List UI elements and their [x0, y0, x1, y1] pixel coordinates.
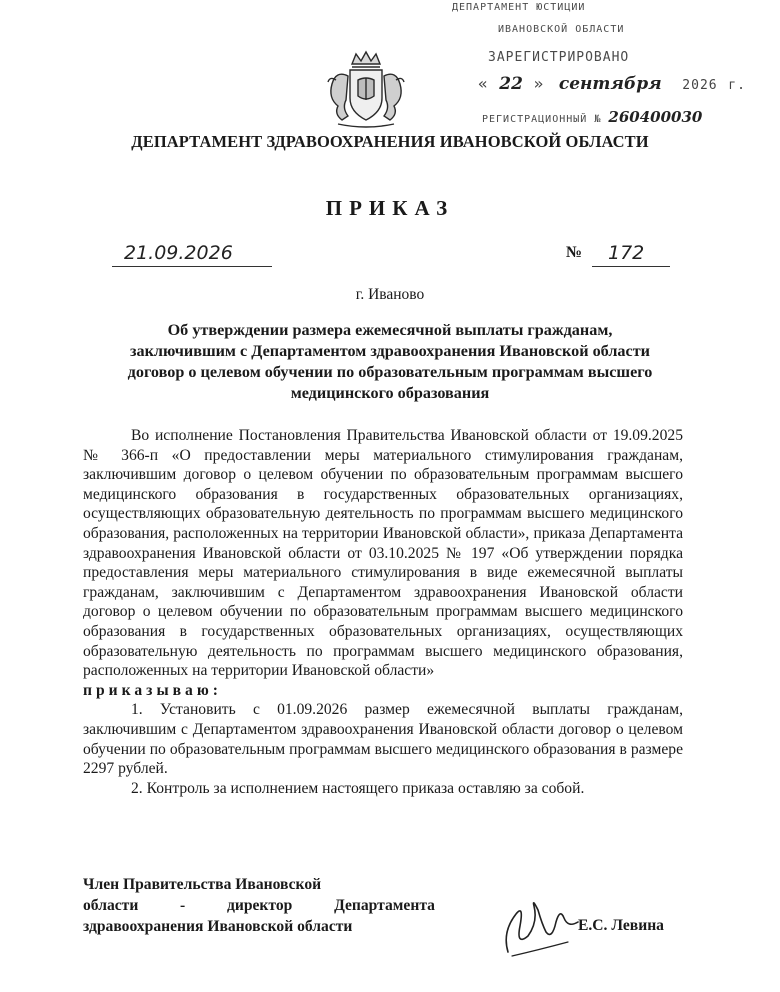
order-date-field: [112, 236, 272, 267]
coat-of-arms-icon: [318, 50, 414, 130]
order-number: 172: [608, 242, 645, 264]
department-name: ДЕПАРТАМЕНТ ЗДРАВООХРАНЕНИЯ ИВАНОВСКОЙ ОБЛАСТИ: [131, 132, 649, 151]
stamp-month: сентября: [558, 74, 662, 94]
prikazyvayu-colon: :: [212, 681, 218, 699]
signatory-line-2c: директор: [226, 897, 293, 914]
order-number-field: [592, 236, 670, 267]
stamp-line-2: ИВАНОВСКОЙ ОБЛАСТИ: [498, 24, 625, 35]
heading-line-1: Об утверждении размера ежемесячной выплаты гражданам,: [167, 321, 613, 339]
stamp-reg-row: [482, 108, 702, 126]
order-number-label: №: [566, 244, 583, 261]
signatory-line-2b: -: [180, 897, 186, 914]
signatory-line-2a: области: [83, 897, 139, 914]
stamp-reg-label: РЕГИСТРАЦИОННЫЙ №: [482, 114, 602, 125]
signatory-line-2d: Департамента: [334, 897, 435, 914]
signatory-block: [83, 874, 443, 937]
signer-name: Е.С. Левина: [578, 917, 664, 934]
preamble-text: Во исполнение Постановления Правительства Ивановской области от 19.09.2025 № 366-п «О предоставлении меры материального стимулирования гражданам, заключившим договор о целевом обучении по образовательным программам высшего медицинского образования в государственных образовательных организациях, осуществляющих образовательную деятельность по программам высшего медицинского образования, расположенных на территории Ивановской области», приказа Департамента здравоохранения Ивановской области от 03.10.2025 № 197 «Об утверждении порядка предоставления меры материального стимулирования в виде ежемесячной выплаты гражданам, заключившим с Департаментом здравоохранения Ивановской области договор о целевом обучении по образовательным программам высшего медицинского образования в государственных образовательных организациях, осуществляющих образовательную деятельность по программам высшего медицинского образования, расположенных на территории Ивановской области»: [83, 427, 683, 680]
stamp-year: 2026: [682, 78, 718, 93]
stamp-line-3: ЗАРЕГИСТРИРОВАНО: [488, 50, 630, 65]
stamp-close-quote: »: [533, 74, 545, 93]
city: г. Иваново: [355, 286, 425, 303]
item-1: 1. Установить с 01.09.2026 размер ежемесячной выплаты гражданам, заключившим с Департаментом здравоохранения Ивановской области договор о целевом обучении по образовательным программам высшего медицинского образования в размере 2297 рублей.: [83, 701, 683, 778]
stamp-date-row: [478, 74, 746, 94]
heading-line-2: заключившим с Департаментом здравоохранения Ивановской области: [129, 342, 650, 360]
signatory-line-3: здравоохранения Ивановской области: [83, 918, 353, 935]
prikazyvayu: приказываю: [83, 681, 213, 699]
registration-stamp: [440, 2, 770, 132]
document-title: ПРИКАЗ: [325, 196, 455, 220]
order-date: 21.09.2026: [124, 242, 233, 264]
order-heading: [70, 320, 710, 404]
handwritten-signature-icon: [498, 892, 588, 962]
signatory-line-1: Член Правительства Ивановской: [83, 876, 322, 893]
stamp-reg-number: 260400030: [608, 108, 703, 126]
heading-line-4: медицинского образования: [290, 384, 490, 402]
stamp-open-quote: «: [478, 74, 489, 93]
stamp-day: 22: [499, 74, 523, 94]
item-2: 2. Контроль за исполнением настоящего приказа оставляю за собой.: [131, 779, 585, 797]
signatory-line-2: [83, 895, 435, 916]
preamble-paragraph: [83, 426, 683, 700]
order-body: [83, 426, 683, 798]
stamp-line-1: ДЕПАРТАМЕНТ ЮСТИЦИИ: [452, 2, 586, 13]
heading-line-3: договор о целевом обучении по образовательным программам высшего: [127, 363, 653, 381]
stamp-year-suffix: г.: [728, 78, 746, 93]
